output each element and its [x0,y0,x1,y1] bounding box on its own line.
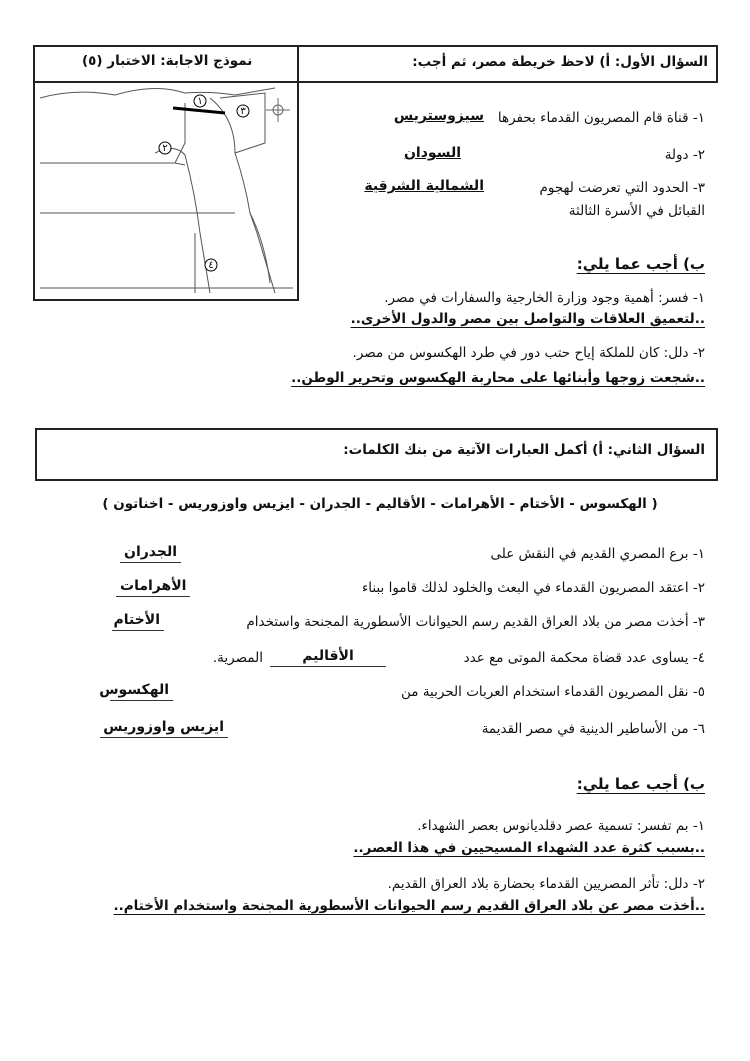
map-marker-3: ٣ [240,106,246,117]
q1-answer-2: السودان [403,145,461,161]
q1-b-question-1: ١- فسر: أهمية وجود وزارة الخارجية والسفارات في مصر. [384,290,705,306]
q2-item-5: ٥- نقل المصريون القدماء استخدام العربات الحربية من [401,684,705,700]
q2-answer-2: الأهرامات [116,578,190,597]
compass-icon [266,98,290,122]
q2-answer-1: الجدران [120,544,181,563]
q2-item-1: ١- برع المصري القديم في النقش على [490,546,705,562]
word-bank: ( الهكسوس - الأختام - الأهرامات - الأقاليم - الجدران - ايزيس واوزوريس - اخناتون ) [102,496,658,512]
map-marker-1: ١ [197,96,203,107]
egypt-map-drawing [35,83,297,299]
q1-answer-1: سيزوستريس [393,108,484,124]
q2-answer-6: ايزيس واوزوريس [100,719,228,738]
map-marker-2: ٢ [162,143,168,154]
answer-key-title: نموذج الاجابة: الاختبار (٥) [82,53,253,69]
q2-answer-5: الهكسوس [110,682,173,701]
q2-part-b-heading: ب) أجب عما يلي: [576,775,705,793]
q1-answer-3: الشمالية الشرقية [364,178,484,194]
q1-item-2: ٢- دولة [664,147,705,163]
q2-item-3: ٣- أخذت مصر من بلاد العراق القديم رسم الحيوانات الأسطورية المجنحة واستخدام [246,614,705,630]
q1-b-answer-2: ..شجعت زوجها وأبنائها على محاربة الهكسوس وتحرير الوطن.. [291,370,705,386]
q1-item-3-continued: القبائل في الأسرة الثالثة [568,203,705,219]
q2-answer-4: الأقاليم [270,648,386,667]
q2-item-4-after: المصرية. [212,650,263,666]
map-marker-4: ٤ [208,260,214,271]
q1-part-b-heading: ب) أجب عما يلي: [576,255,705,273]
q2-item-6: ٦- من الأساطير الدينية في مصر القديمة [481,721,705,737]
q1-item-3: ٣- الحدود التي تعرضت لهجوم [539,180,705,196]
q2-b-answer-2: ..أخذت مصر عن بلاد العراق القديم رسم الحيوانات الأسطورية المجنحة واستخدام الأختام.. [113,898,705,914]
egypt-map [33,81,299,301]
q1-b-question-2: ٢- دلل: كان للملكة إياح حتب دور في طرد الهكسوس من مصر. [352,345,705,361]
q1-b-answer-1: ..لتعميق العلاقات والتواصل بين مصر والدول الأخرى.. [350,311,705,327]
q2-item-2: ٢- اعتقد المصريون القدماء في البعث والخلود لذلك قاموا ببناء [361,580,705,596]
header-divider [297,45,299,83]
q2-title: السؤال الثاني: أ) أكمل العبارات الآتية من بنك الكلمات: [343,442,705,458]
q2-answer-3: الأختام [112,612,164,631]
q2-b-answer-1: ..بسبب كثرة عدد الشهداء المسيحيين في هذا العصر.. [353,840,705,856]
q1-title: السؤال الأول: أ) لاحظ خريطة مصر، ثم أجب: [412,54,708,70]
q2-b-question-2: ٢- دلل: تأثر المصريين القدماء بحضارة بلاد العراق القديم. [387,876,705,892]
q2-b-question-1: ١- بم تفسر: تسمية عصر دقلديانوس بعصر الشهداء. [417,818,705,834]
q2-item-4: ٤- يساوى عدد قضاة محكمة الموتى مع عدد [463,650,705,666]
q1-item-1: ١- قناة قام المصريون القدماء بحفرها [497,110,705,126]
